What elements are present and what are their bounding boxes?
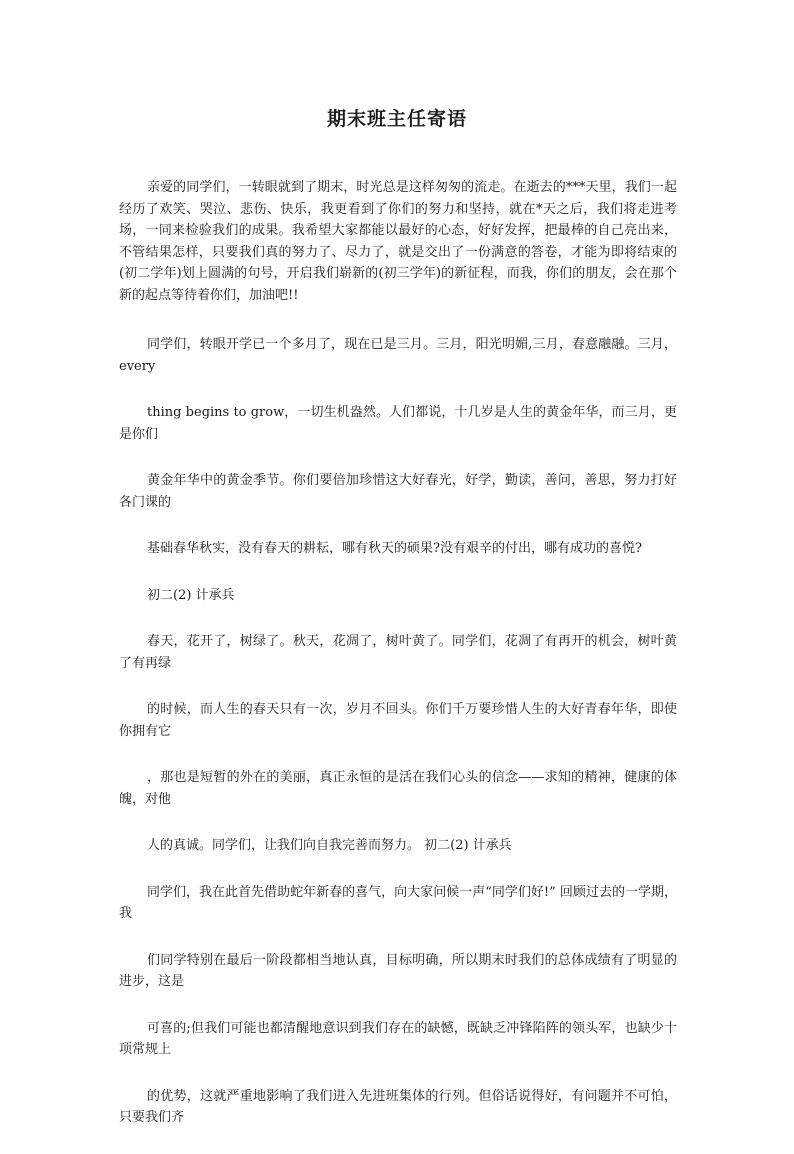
paragraph: 的时候，而人生的春天只有一次，岁月不回头。你们千万要珍惜人生的大好青春年华，即使你拥有它 [119,702,677,739]
paragraph: ，那也是短暂的外在的美丽，真正永恒的是活在我们心头的信念——求知的精神，健康的体魄，对他 [119,770,677,807]
paragraph: thing begins to grow，一切生机盎然。人们都说，十几岁是人生的黄金年华，而三月，更是你们 [119,405,677,442]
page-title: 期末班主任寄语 [326,108,467,130]
paragraph: 亲爱的同学们，一转眼就到了期末，时光总是这样匆匆的流走。在逝去的***天里，我们一起经历了欢笑、哭泣、悲伤、快乐，我更看到了你们的努力和坚持，就在*天之后，我们将走进考场，一同来检验我们的成果。我希望大家都能以最好的心态，好好发挥，把最棒的自己亮出来，不管结果怎样，只要我们真的努力了、尽力了，就是交出了一份满意的答卷，才能为即将结束的(初二学年)划上圆满的句号，开启我们崭新的(初三学年)的新征程，而我，你们的朋友，会在那个新的起点等待着你们，加油吧!! [119,180,677,303]
paragraph: 春天，花开了，树绿了。秋天，花凋了，树叶黄了。同学们，花凋了有再开的机会，树叶黄了有再绿 [119,634,677,671]
paragraph: 基础春华秋实，没有春天的耕耘，哪有秋天的硕果?没有艰辛的付出，哪有成功的喜悦? [147,541,642,556]
paragraph: 同学们，转眼开学已一个多月了，现在已是三月。三月，阳光明媚,三月，春意融融。三月，every [119,337,677,374]
paragraph: 们同学特别在最后一阶段都相当地认真，目标明确，所以期末时我们的总体成绩有了明显的进步，这是 [119,952,677,989]
paragraph: 同学们，我在此首先借助蛇年新春的喜气，向大家问候一声“同学们好!” 回顾过去的一学期，我 [119,884,677,921]
paragraph: 的优势，这就严重地影响了我们进入先进班集体的行列。但俗话说得好，有问题并不可怕，只要我们齐 [119,1088,677,1125]
author-signature: 初二(2) 计承兵 [147,587,235,603]
document-body [119,177,677,1154]
paragraph: 黄金年华中的黄金季节。你们要倍加珍惜这大好春光，好学，勤读，善问，善思，努力打好各门课的 [119,473,677,510]
paragraph: 人的真诚。同学们，让我们向自我完善而努力。 初二(2) 计承兵 [147,838,512,853]
paragraph: 可喜的;但我们可能也都清醒地意识到我们存在的缺憾，既缺乏冲锋陷阵的领头军，也缺少十项常规上 [119,1020,677,1057]
